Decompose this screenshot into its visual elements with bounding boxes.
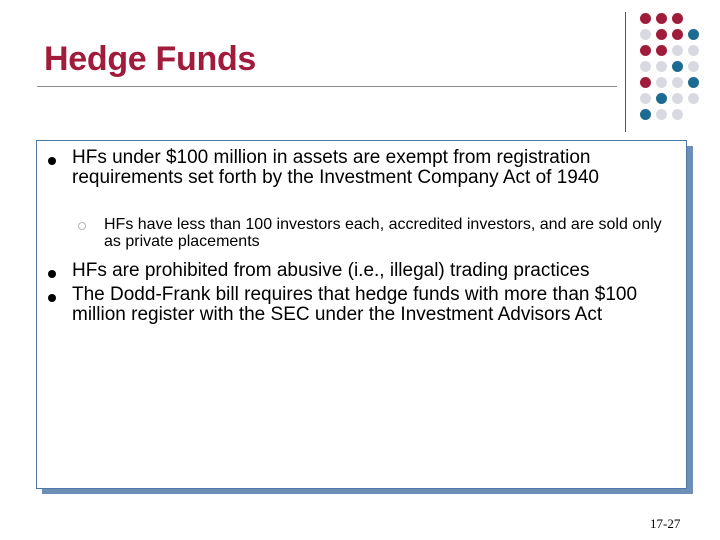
sub-bullet-dot [78, 222, 86, 230]
decorative-dot [672, 109, 683, 120]
decorative-dot [672, 45, 683, 56]
decorative-dot [672, 77, 683, 88]
decorative-dot [688, 93, 699, 104]
decorative-dot [672, 13, 683, 24]
decorative-dot [672, 93, 683, 104]
decorative-dot [656, 61, 667, 72]
decorative-dot [688, 61, 699, 72]
bullet-text: The Dodd-Frank bill requires that hedge funds with more than $100 million register with the SEC under the Investment Advisors Act [72, 284, 638, 325]
decorative-dot [640, 77, 651, 88]
bullet-dot [48, 270, 56, 278]
bullet-dot [48, 157, 56, 165]
page-number: 17-27 [650, 516, 681, 531]
decorative-dot [688, 29, 699, 40]
decorative-dot [672, 29, 683, 40]
page-title: Hedge Funds [44, 40, 257, 78]
bullet-dot [48, 294, 56, 302]
decorative-dot [656, 93, 667, 104]
decorative-dot [688, 77, 699, 88]
decorative-dot [656, 29, 667, 40]
decorative-dot-grid [0, 0, 720, 130]
decorative-dot [688, 45, 699, 56]
bullet-text: HFs under $100 million in assets are exempt from registration requirements set forth by the Investment Company Act of 1940 [72, 147, 599, 188]
sub-bullet-text: HFs have less than 100 investors each, accredited investors, and are sold only as private placements [104, 216, 662, 250]
decorative-dot [640, 13, 651, 24]
decorative-dot [640, 45, 651, 56]
decorative-dot [640, 29, 651, 40]
bullet-text: HFs are prohibited from abusive (i.e., illegal) trading practices [72, 260, 590, 281]
decorative-dot [656, 13, 667, 24]
decorative-dot [640, 93, 651, 104]
decorative-dot [656, 77, 667, 88]
decorative-dot [672, 61, 683, 72]
decorative-dot [640, 109, 651, 120]
decorative-dot [640, 61, 651, 72]
decorative-dot [656, 109, 667, 120]
decorative-dot [656, 45, 667, 56]
